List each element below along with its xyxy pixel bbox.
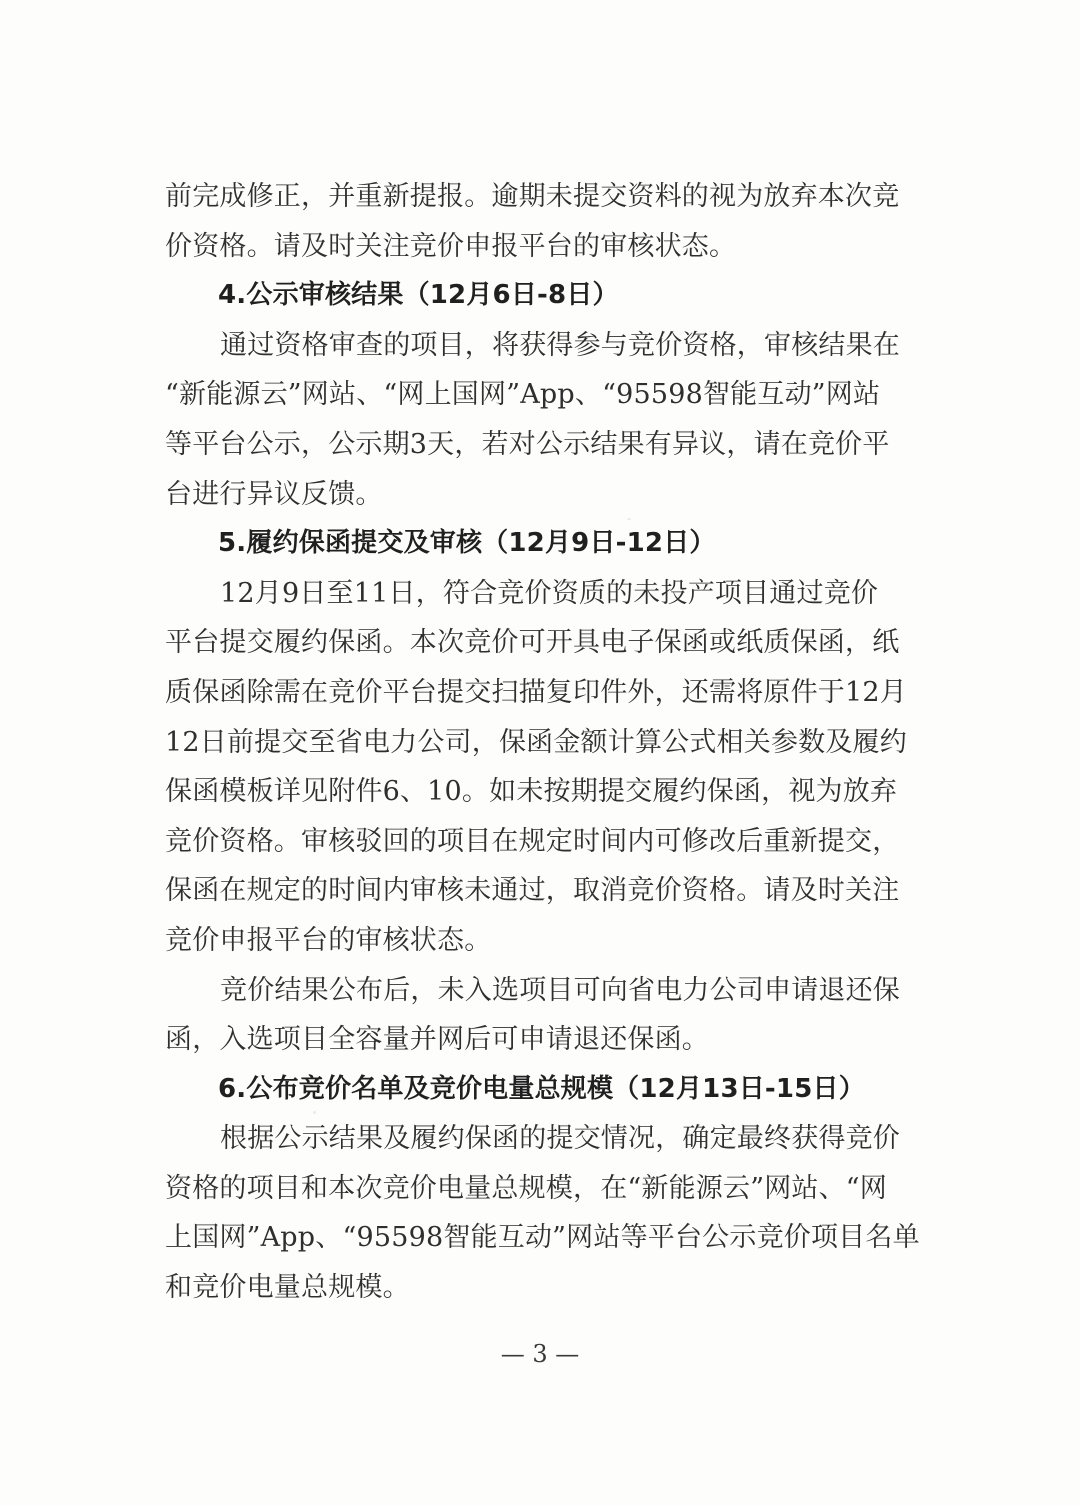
section-heading: 4.公示审核结果（12月6日-8日） [218, 280, 619, 311]
paragraph-line: 竞价资格。审核驳回的项目在规定时间内可修改后重新提交， [165, 825, 900, 857]
page-number: — 3 — [500, 1340, 580, 1368]
paragraph-line: 竞价结果公布后，未入选项目可向省电力公司申请退还保 [220, 974, 900, 1006]
paragraph-line: 保函在规定的时间内审核未通过，取消竞价资格。请及时关注 [165, 875, 900, 907]
paragraph-line: 竞价申报平台的审核状态。 [165, 924, 492, 956]
paragraph-line: 资格的项目和本次竞价电量总规模，在“新能源云”网站、“网 [165, 1172, 888, 1204]
paragraph-line: 台进行异议反馈。 [165, 478, 383, 510]
paragraph-line: 保函模板详见附件6、10。如未按期提交履约保函，视为放弃 [165, 776, 898, 808]
section-heading: 6.公布竞价名单及竞价电量总规模（12月13日-15日） [218, 1073, 865, 1104]
document-body [165, 172, 920, 1313]
paragraph-line: 和竞价电量总规模。 [165, 1272, 410, 1304]
section-heading: 5.履约保函提交及审核（12月9日-12日） [218, 528, 716, 559]
scan-speckle [313, 1111, 316, 1114]
paragraph-line: “新能源云”网站、“网上国网”App、“95598智能互动”网站 [165, 379, 881, 411]
paragraph-line: 函，入选项目全容量并网后可申请退还保函。 [165, 1024, 709, 1056]
paragraph-line: 12月9日至11日，符合竞价资质的未投产项目通过竞价 [220, 577, 879, 609]
paragraph-line: 平台提交履约保函。本次竞价可开具电子保函或纸质保函，纸 [165, 627, 900, 659]
paragraph-line: 价资格。请及时关注竞价申报平台的审核状态。 [165, 230, 737, 262]
paragraph-line: 上国网”App、“95598智能互动”网站等平台公示竞价项目名单 [165, 1222, 920, 1254]
paragraph-line: 通过资格审查的项目，将获得参与竞价资格，审核结果在 [220, 329, 900, 361]
paragraph-line: 12日前提交至省电力公司，保函金额计算公式相关参数及履约 [165, 726, 907, 758]
paragraph-line: 根据公示结果及履约保函的提交情况，确定最终获得竞价 [220, 1123, 900, 1155]
scan-speckle [627, 518, 631, 520]
paragraph-line: 前完成修正，并重新提报。逾期未提交资料的视为放弃本次竞 [165, 181, 900, 212]
paragraph-line: 质保函除需在竞价平台提交扫描复印件外，还需将原件于12月 [165, 676, 907, 708]
paragraph-line: 等平台公示，公示期3天，若对公示结果有异议，请在竞价平 [165, 428, 890, 460]
